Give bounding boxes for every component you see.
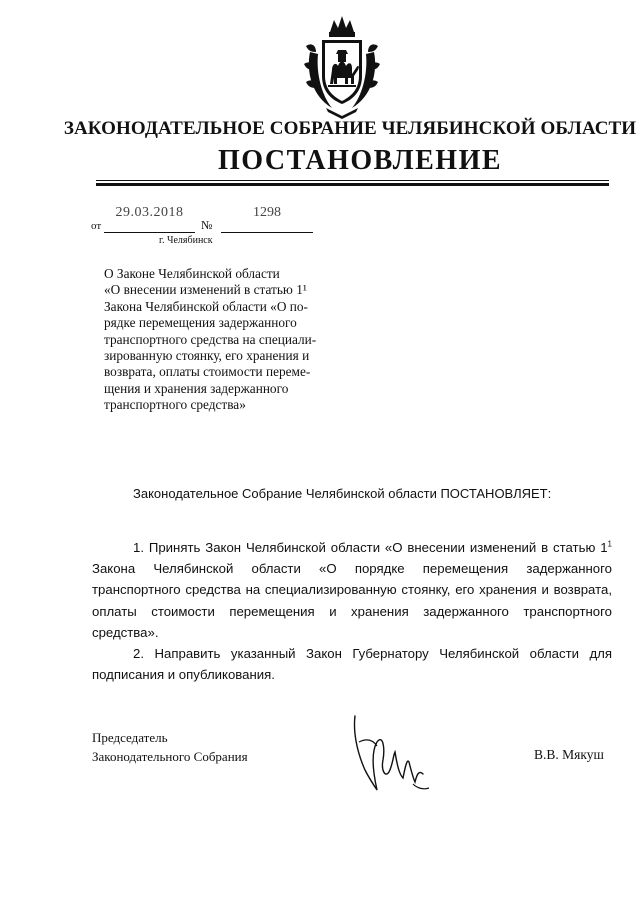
subject-line: транспортного средства на специали- — [104, 331, 317, 347]
resolution-item-1 — [92, 537, 612, 643]
number-underline — [221, 232, 313, 233]
item-1-text-start: 1. Принять Закон Челябинской области «О внесении изменений в статью 1 — [133, 540, 608, 555]
subject-line: О Законе Челябинской области — [104, 266, 280, 281]
header-rule-thin — [96, 180, 609, 181]
signatory-name: В.В. Мякуш — [534, 747, 604, 762]
item-1-text-end: Закона Челябинской области «О порядке перемещения задержанного транспортного средства на специализированную стоянку, его хранения и возврата, оплаты стоимости перемещения и хранения задержанного транспортного средства». — [92, 561, 612, 640]
organization-name: ЗАКОНОДАТЕЛЬНОЕ СОБРАНИЕ ЧЕЛЯБИНСКОЙ ОБЛАСТИ — [63, 118, 637, 139]
subject-line: зированную стоянку, его хранения и — [104, 348, 310, 364]
resolution-item-2: 2. Направить указанный Закон Губернатору Челябинской области для подписания и опубликования. — [92, 646, 612, 683]
date-prefix-label: от — [91, 220, 102, 232]
number-prefix-label: № — [201, 218, 213, 232]
resolution-subject — [104, 266, 330, 414]
city-label: г. Челябинск — [159, 235, 213, 246]
position-line: Председатель — [92, 730, 168, 745]
document-number: 1298 — [253, 205, 281, 220]
document-date: 29.03.2018 — [115, 205, 184, 220]
coat-of-arms-icon — [302, 12, 382, 120]
header-rule-thick — [96, 183, 609, 186]
subject-line: щения и хранения задержанного — [104, 380, 289, 396]
signatory-position — [92, 728, 352, 766]
resolution-body — [92, 537, 612, 685]
subject-line: возврата, оплаты стоимости переме- — [104, 364, 311, 380]
subject-line: «О внесении изменений в статью 1¹ — [104, 282, 307, 298]
position-line: Законодательного Собрания — [92, 749, 248, 764]
handwritten-signature-icon — [343, 712, 435, 794]
item-1-superscript: 1 — [607, 539, 612, 549]
subject-line: транспортного средства» — [104, 397, 246, 413]
subject-line: рядке перемещения задержанного — [104, 315, 297, 331]
resolve-statement: Законодательное Собрание Челябинской области ПОСТАНОВЛЯЕТ: — [133, 486, 552, 501]
document-type-title: ПОСТАНОВЛЕНИЕ — [217, 145, 503, 176]
date-underline — [104, 232, 195, 233]
subject-line: Закона Челябинской области «О по- — [104, 298, 308, 314]
